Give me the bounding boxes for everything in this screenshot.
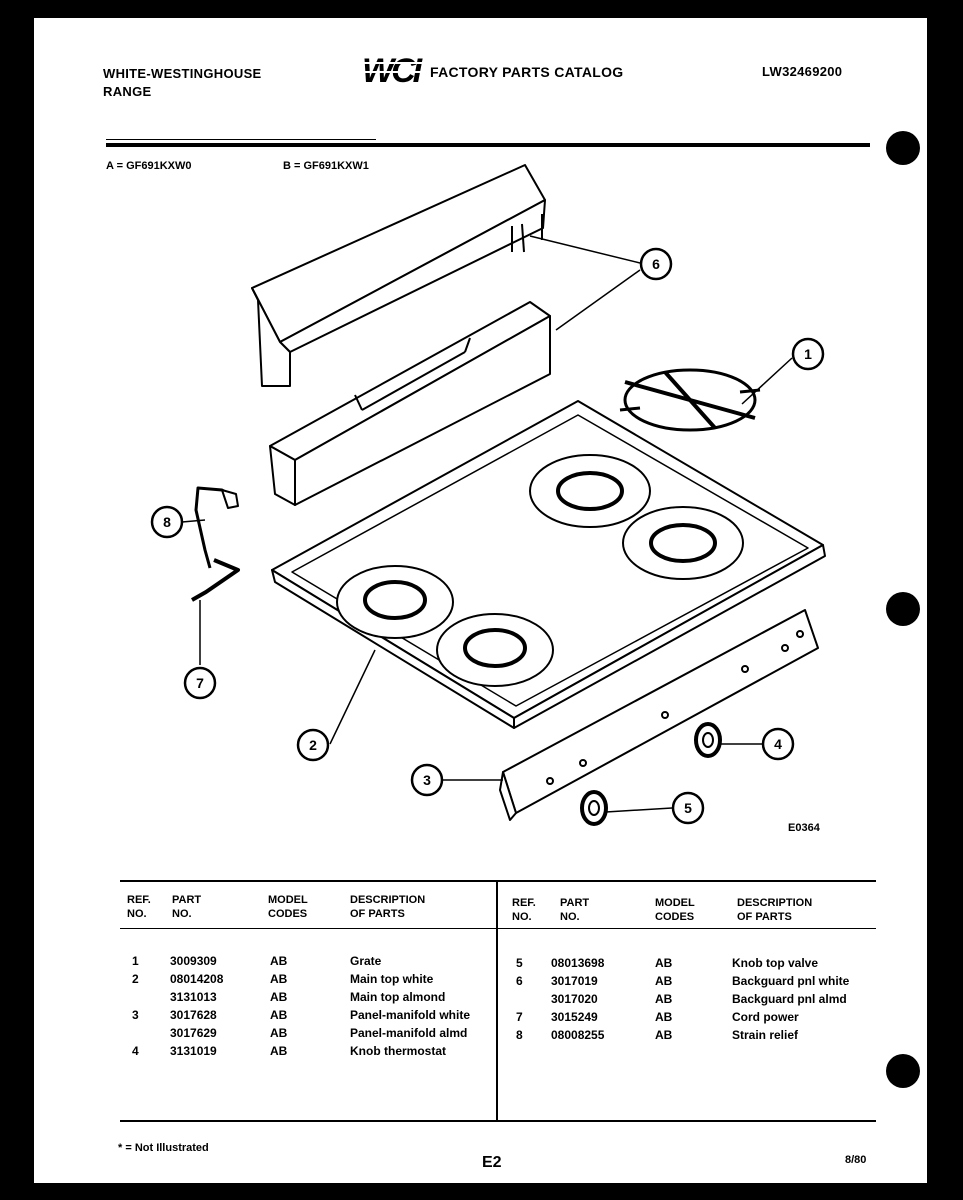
table-cell: 3131013 bbox=[170, 990, 217, 1004]
model-a-code: A = GF691KXW0 bbox=[106, 160, 192, 172]
table-cell: AB bbox=[655, 974, 673, 988]
callout-4: 4 bbox=[774, 736, 782, 752]
page-number: E2 bbox=[482, 1154, 502, 1171]
table-header-rule-left bbox=[120, 928, 496, 929]
header-model-right: MODEL CODES bbox=[655, 897, 695, 923]
table-cell: Main top almond bbox=[350, 990, 446, 1004]
right-desc-column bbox=[732, 954, 849, 1044]
table-cell: AB bbox=[270, 1044, 288, 1058]
table-cell bbox=[132, 988, 139, 1006]
table-cell bbox=[516, 990, 523, 1008]
table-top-rule bbox=[120, 880, 876, 882]
model-b-code: B = GF691KXW1 bbox=[283, 160, 369, 172]
product-type: RANGE bbox=[103, 84, 152, 99]
table-cell: 3017019 bbox=[551, 974, 598, 988]
table-cell: 5 bbox=[516, 956, 523, 970]
figure-id: E0364 bbox=[788, 822, 820, 834]
table-cell: AB bbox=[655, 1010, 673, 1024]
table-divider bbox=[496, 882, 498, 1120]
table-cell: Knob top valve bbox=[732, 956, 819, 970]
table-cell: AB bbox=[270, 954, 288, 968]
table-cell: 3131019 bbox=[170, 1044, 217, 1058]
left-ref-column bbox=[132, 952, 139, 1060]
table-header-rule-right bbox=[498, 928, 876, 929]
header-ref-right: REF. NO. bbox=[512, 897, 536, 923]
not-illustrated-note: * = Not Illustrated bbox=[118, 1142, 209, 1154]
callout-3: 3 bbox=[423, 772, 431, 788]
grate bbox=[620, 370, 760, 430]
callout-8: 8 bbox=[163, 514, 171, 530]
header-desc-right: DESCRIPTION OF PARTS bbox=[737, 897, 813, 923]
table-cell: 3017020 bbox=[551, 992, 598, 1006]
table-cell: 4 bbox=[132, 1044, 139, 1058]
table-cell: 08008255 bbox=[551, 1028, 605, 1042]
table-cell: 3009309 bbox=[170, 954, 217, 968]
table-cell: AB bbox=[270, 990, 288, 1004]
table-cell: Knob thermostat bbox=[350, 1044, 446, 1058]
table-cell: 8 bbox=[516, 1028, 523, 1042]
left-model-column bbox=[270, 952, 287, 1060]
table-cell: Panel-manifold almd bbox=[350, 1026, 468, 1040]
table-cell: AB bbox=[270, 972, 288, 986]
binder-hole-bottom bbox=[886, 1054, 920, 1088]
brand-name: WHITE-WESTINGHOUSE bbox=[103, 66, 262, 81]
header-part-right: PART NO. bbox=[560, 897, 590, 923]
table-cell: 1 bbox=[132, 954, 139, 968]
table-cell: 3017629 bbox=[170, 1026, 217, 1040]
knob-thermostat bbox=[696, 724, 720, 756]
left-part-column bbox=[170, 952, 223, 1060]
table-cell: Backguard pnl almd bbox=[732, 992, 847, 1006]
table-cell: 3 bbox=[132, 1008, 139, 1022]
callout-5: 5 bbox=[684, 800, 692, 816]
catalog-number: LW32469200 bbox=[762, 64, 843, 79]
table-cell: 6 bbox=[516, 974, 523, 988]
header-desc-left: DESCRIPTION OF PARTS bbox=[350, 894, 426, 920]
right-ref-column bbox=[516, 954, 523, 1044]
callout-6: 6 bbox=[652, 256, 660, 272]
header-ref-left: REF. NO. bbox=[127, 894, 151, 920]
table-cell: 08014208 bbox=[170, 972, 224, 986]
table-cell: Main top white bbox=[350, 972, 434, 986]
header-model-left: MODEL CODES bbox=[268, 894, 308, 920]
right-part-column bbox=[551, 954, 604, 1044]
table-bottom-rule bbox=[120, 1120, 876, 1122]
table-cell: Cord power bbox=[732, 1010, 799, 1024]
callout-7: 7 bbox=[196, 675, 204, 691]
table-cell: AB bbox=[655, 1028, 673, 1042]
table-cell: 3015249 bbox=[551, 1010, 598, 1024]
catalog-date: 8/80 bbox=[845, 1154, 867, 1166]
table-cell: 2 bbox=[132, 972, 139, 986]
callout-2: 2 bbox=[309, 737, 317, 753]
table-cell: 08013698 bbox=[551, 956, 605, 970]
table-cell: Backguard pnl white bbox=[732, 974, 850, 988]
right-model-column bbox=[655, 954, 672, 1044]
table-cell: Strain relief bbox=[732, 1028, 799, 1042]
callout-1: 1 bbox=[804, 346, 812, 362]
table-cell: Grate bbox=[350, 954, 382, 968]
table-cell: AB bbox=[270, 1008, 288, 1022]
table-cell: Panel-manifold white bbox=[350, 1008, 471, 1022]
table-cell: AB bbox=[270, 1026, 288, 1040]
wci-logo-text: WCI bbox=[362, 52, 420, 88]
catalog-title: FACTORY PARTS CATALOG bbox=[430, 64, 624, 80]
table-cell: AB bbox=[655, 992, 673, 1006]
left-desc-column bbox=[350, 952, 470, 1060]
table-cell bbox=[132, 1024, 139, 1042]
header-part-left: PART NO. bbox=[172, 894, 202, 920]
table-cell: 3017628 bbox=[170, 1008, 217, 1022]
knob-top-valve bbox=[582, 792, 606, 824]
table-cell: AB bbox=[655, 956, 673, 970]
power-cord bbox=[192, 488, 238, 600]
table-cell: 7 bbox=[516, 1010, 523, 1024]
